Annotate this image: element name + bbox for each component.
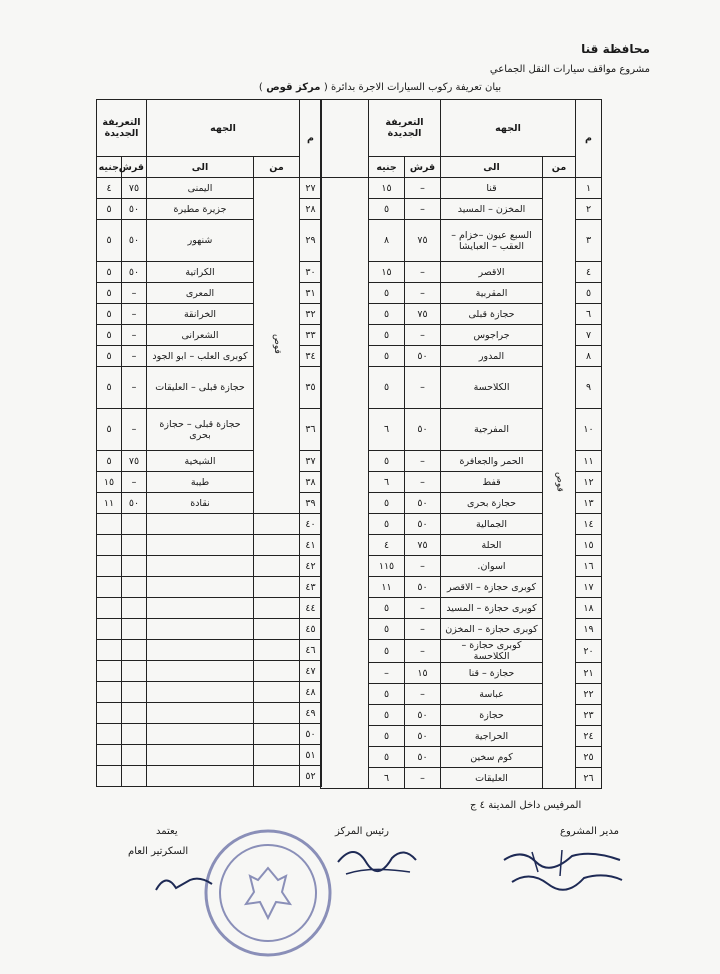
row-number: ٢١ bbox=[576, 663, 602, 684]
pound-cell: ١٥ bbox=[369, 262, 405, 283]
destination-cell: الكراتية bbox=[147, 262, 254, 283]
qirsh-cell: ٥٠ bbox=[405, 409, 441, 451]
destination-cell: الحراجية bbox=[441, 726, 543, 747]
pound-cell: ٥ bbox=[369, 598, 405, 619]
qirsh-cell: – bbox=[122, 346, 147, 367]
from-cell bbox=[254, 724, 300, 745]
qirsh-cell: – bbox=[405, 325, 441, 346]
from-cell bbox=[254, 640, 300, 661]
qirsh-cell: – bbox=[405, 598, 441, 619]
qirsh-cell: – bbox=[405, 367, 441, 409]
from-cell bbox=[254, 682, 300, 703]
pound-cell: ٥ bbox=[369, 325, 405, 346]
row-number: ٤١ bbox=[300, 535, 322, 556]
row-number: ١٨ bbox=[576, 598, 602, 619]
row-number: ٣٧ bbox=[300, 451, 322, 472]
from-cell bbox=[254, 745, 300, 766]
destination-cell: اليمنى bbox=[147, 178, 254, 199]
header-qirsh: قرش bbox=[405, 157, 441, 178]
row-number: ٣٢ bbox=[300, 304, 322, 325]
from-cell bbox=[254, 619, 300, 640]
destination-cell bbox=[147, 577, 254, 598]
blank-column bbox=[321, 178, 369, 789]
approved-label: يعتمد bbox=[156, 826, 178, 837]
pound-cell: ٥ bbox=[369, 747, 405, 768]
pound-cell: ٥ bbox=[369, 514, 405, 535]
qirsh-cell: – bbox=[405, 619, 441, 640]
row-number: ٢ bbox=[576, 199, 602, 220]
pound-cell bbox=[97, 556, 122, 577]
pound-cell: ١٥ bbox=[369, 178, 405, 199]
destination-cell: الاقصر bbox=[441, 262, 543, 283]
row-number: ٣ bbox=[576, 220, 602, 262]
pound-cell: ١١٥ bbox=[369, 556, 405, 577]
qirsh-cell: ٥٠ bbox=[405, 514, 441, 535]
destination-cell: الخرانقة bbox=[147, 304, 254, 325]
qirsh-cell bbox=[122, 703, 147, 724]
table-row bbox=[97, 178, 322, 199]
governorate-heading: محافظة قنا bbox=[581, 42, 650, 56]
table-row bbox=[97, 724, 322, 745]
title-prefix: بيان تعريفة ركوب السيارات الاجرة بدائرة ( bbox=[323, 82, 502, 93]
left-table-body bbox=[97, 178, 322, 787]
pound-cell: ٥ bbox=[97, 262, 122, 283]
pound-cell: ١١ bbox=[97, 493, 122, 514]
pound-cell: ٥ bbox=[369, 619, 405, 640]
row-number: ٣٣ bbox=[300, 325, 322, 346]
pound-cell bbox=[97, 661, 122, 682]
destination-cell: المعرى bbox=[147, 283, 254, 304]
pound-cell: ٥ bbox=[369, 367, 405, 409]
secretary-signature bbox=[150, 862, 220, 902]
qirsh-cell bbox=[122, 514, 147, 535]
manager-signature bbox=[492, 842, 632, 894]
table-row bbox=[97, 577, 322, 598]
row-number: ٤٨ bbox=[300, 682, 322, 703]
pound-cell bbox=[97, 514, 122, 535]
row-number: ٤٥ bbox=[300, 619, 322, 640]
destination-cell: كوبرى حجازة – الاقصر bbox=[441, 577, 543, 598]
row-number: ١٩ bbox=[576, 619, 602, 640]
qirsh-cell: ٥٠ bbox=[122, 262, 147, 283]
row-number: ٤٩ bbox=[300, 703, 322, 724]
header-pound: جنيه bbox=[369, 157, 405, 178]
destination-cell bbox=[147, 661, 254, 682]
row-number: ١٧ bbox=[576, 577, 602, 598]
row-number: ٢٤ bbox=[576, 726, 602, 747]
row-number: ١٦ bbox=[576, 556, 602, 577]
destination-cell: جزيرة مطيرة bbox=[147, 199, 254, 220]
destination-cell: السبع عيون –خزام – العقب – العبايشا bbox=[441, 220, 543, 262]
header-from: من bbox=[254, 157, 300, 178]
qirsh-cell bbox=[122, 598, 147, 619]
row-number: ٢٠ bbox=[576, 640, 602, 663]
pound-cell: ٥ bbox=[97, 367, 122, 409]
pound-cell: ٥ bbox=[97, 325, 122, 346]
qirsh-cell: – bbox=[405, 640, 441, 663]
header-direction: الجهه bbox=[441, 100, 576, 157]
pound-cell: ١٥ bbox=[97, 472, 122, 493]
pound-cell: ٥ bbox=[97, 451, 122, 472]
qirsh-cell: ٧٥ bbox=[405, 535, 441, 556]
pound-cell bbox=[97, 703, 122, 724]
pound-cell: ٦ bbox=[369, 409, 405, 451]
pound-cell: ٥ bbox=[97, 346, 122, 367]
pound-cell bbox=[97, 745, 122, 766]
destination-cell: حجازة bbox=[441, 705, 543, 726]
header-tariff: التعريفة الجديدة bbox=[369, 100, 441, 157]
pound-cell: ٥ bbox=[369, 346, 405, 367]
qirsh-cell bbox=[122, 619, 147, 640]
pound-cell bbox=[97, 766, 122, 787]
pound-cell: ٦ bbox=[369, 768, 405, 789]
pound-cell: ٤ bbox=[369, 535, 405, 556]
row-number: ٣٨ bbox=[300, 472, 322, 493]
from-cell bbox=[254, 535, 300, 556]
destination-cell: شنهور bbox=[147, 220, 254, 262]
destination-cell: حجازة – قنا bbox=[441, 663, 543, 684]
qirsh-cell: ٧٥ bbox=[405, 304, 441, 325]
destination-cell: الحلة bbox=[441, 535, 543, 556]
pound-cell: ٥ bbox=[369, 493, 405, 514]
qirsh-cell: – bbox=[405, 283, 441, 304]
project-subheading: مشروع مواقف سيارات النقل الجماعي bbox=[489, 64, 650, 75]
destination-cell: كوبرى حجازة – المخزن bbox=[441, 619, 543, 640]
row-number: ٣٩ bbox=[300, 493, 322, 514]
table-row bbox=[97, 766, 322, 787]
qirsh-cell: – bbox=[405, 262, 441, 283]
qirsh-cell bbox=[122, 766, 147, 787]
qirsh-cell bbox=[122, 556, 147, 577]
qirsh-cell bbox=[122, 535, 147, 556]
destination-cell bbox=[147, 745, 254, 766]
pound-cell bbox=[97, 640, 122, 661]
pound-cell: ٥ bbox=[369, 640, 405, 663]
table-row bbox=[321, 178, 602, 199]
destination-cell: الكلاحسة bbox=[441, 367, 543, 409]
table-row bbox=[97, 514, 322, 535]
destination-cell: كوم سخين bbox=[441, 747, 543, 768]
qirsh-cell bbox=[122, 682, 147, 703]
from-cell bbox=[254, 598, 300, 619]
qirsh-cell: – bbox=[122, 472, 147, 493]
center-head-signature bbox=[330, 832, 422, 882]
destination-cell: الجمالية bbox=[441, 514, 543, 535]
qirsh-cell: – bbox=[405, 472, 441, 493]
from-cell bbox=[254, 514, 300, 535]
header-m: م bbox=[576, 100, 602, 178]
row-number: ٧ bbox=[576, 325, 602, 346]
pound-cell: ٥ bbox=[369, 684, 405, 705]
destination-cell: المقربية bbox=[441, 283, 543, 304]
center-head-label: رئيس المركز bbox=[335, 826, 389, 837]
header-from: من bbox=[543, 157, 576, 178]
qirsh-cell: ١٥ bbox=[405, 663, 441, 684]
header-spacer bbox=[321, 100, 369, 178]
header-tariff: التعريفة الجديدة bbox=[97, 100, 147, 157]
pound-cell: – bbox=[369, 663, 405, 684]
pound-cell bbox=[97, 724, 122, 745]
destination-cell: المخزن – المسيد bbox=[441, 199, 543, 220]
row-number: ٢٩ bbox=[300, 220, 322, 262]
tariff-table-left bbox=[96, 99, 322, 787]
destination-cell bbox=[147, 556, 254, 577]
row-number: ٥٠ bbox=[300, 724, 322, 745]
header-to: الى bbox=[147, 157, 254, 178]
from-cell bbox=[254, 556, 300, 577]
destination-cell bbox=[147, 619, 254, 640]
destination-cell: العليقات bbox=[441, 768, 543, 789]
qirsh-cell: – bbox=[122, 367, 147, 409]
row-number: ٢٣ bbox=[576, 705, 602, 726]
qirsh-cell: ٧٥ bbox=[122, 451, 147, 472]
from-cell bbox=[254, 766, 300, 787]
qirsh-cell bbox=[122, 640, 147, 661]
pound-cell bbox=[97, 619, 122, 640]
table-row bbox=[97, 661, 322, 682]
destination-cell bbox=[147, 724, 254, 745]
from-cell bbox=[543, 178, 576, 789]
qirsh-cell: ٥٠ bbox=[405, 577, 441, 598]
pound-cell: ٥ bbox=[97, 409, 122, 451]
title-center: مركز قوص bbox=[262, 82, 324, 93]
header-to: الى bbox=[441, 157, 543, 178]
pound-cell: ٥ bbox=[369, 726, 405, 747]
from-cell bbox=[254, 178, 300, 514]
destination-cell: الحمر والجعافرة bbox=[441, 451, 543, 472]
pound-cell: ٤ bbox=[97, 178, 122, 199]
qirsh-cell bbox=[122, 577, 147, 598]
qirsh-cell: ٥٠ bbox=[405, 493, 441, 514]
row-number: ٢٦ bbox=[576, 768, 602, 789]
row-number: ٨ bbox=[576, 346, 602, 367]
destination-cell: حجازة بحرى bbox=[441, 493, 543, 514]
qirsh-cell: – bbox=[122, 283, 147, 304]
destination-cell bbox=[147, 514, 254, 535]
destination-cell bbox=[147, 598, 254, 619]
from-label: قوص bbox=[554, 471, 565, 492]
destination-cell: طيبة bbox=[147, 472, 254, 493]
destination-cell: نقادة bbox=[147, 493, 254, 514]
pound-cell: ٥ bbox=[97, 220, 122, 262]
qirsh-cell: – bbox=[405, 684, 441, 705]
pound-cell: ٥ bbox=[369, 199, 405, 220]
table-row bbox=[97, 556, 322, 577]
minibus-note: المرفيس داخل المدينة ٤ ج bbox=[470, 800, 582, 811]
from-cell bbox=[254, 703, 300, 724]
destination-cell: حجازة قبلى – حجازة بحرى bbox=[147, 409, 254, 451]
destination-cell: قنا bbox=[441, 178, 543, 199]
header-m: م bbox=[300, 100, 322, 178]
row-number: ٤٦ bbox=[300, 640, 322, 661]
qirsh-cell: – bbox=[405, 556, 441, 577]
qirsh-cell: – bbox=[405, 178, 441, 199]
from-label: قوص bbox=[272, 334, 283, 354]
qirsh-cell bbox=[122, 661, 147, 682]
qirsh-cell: – bbox=[405, 199, 441, 220]
row-number: ١٤ bbox=[576, 514, 602, 535]
row-number: ٤٠ bbox=[300, 514, 322, 535]
table-row bbox=[97, 619, 322, 640]
row-number: ٢٥ bbox=[576, 747, 602, 768]
row-number: ٥٢ bbox=[300, 766, 322, 787]
qirsh-cell bbox=[122, 724, 147, 745]
destination-cell: حجازة قبلى bbox=[441, 304, 543, 325]
from-cell bbox=[254, 661, 300, 682]
secretary-label: السكرتير العام bbox=[128, 846, 189, 857]
pound-cell: ٥ bbox=[369, 283, 405, 304]
qirsh-cell: – bbox=[405, 768, 441, 789]
right-table-body bbox=[321, 178, 602, 789]
qirsh-cell: ٧٥ bbox=[122, 178, 147, 199]
row-number: ٣١ bbox=[300, 283, 322, 304]
header-qirsh: قرش bbox=[122, 157, 147, 178]
row-number: ١٠ bbox=[576, 409, 602, 451]
row-number: ٤٤ bbox=[300, 598, 322, 619]
pound-cell: ٥ bbox=[97, 199, 122, 220]
pound-cell: ٥ bbox=[369, 705, 405, 726]
pound-cell: ٦ bbox=[369, 472, 405, 493]
row-number: ٩ bbox=[576, 367, 602, 409]
qirsh-cell: – bbox=[405, 451, 441, 472]
table-row bbox=[97, 682, 322, 703]
pound-cell: ٥ bbox=[97, 283, 122, 304]
destination-cell: اسوان. bbox=[441, 556, 543, 577]
row-number: ٣٥ bbox=[300, 367, 322, 409]
destination-cell bbox=[147, 703, 254, 724]
row-number: ٣٤ bbox=[300, 346, 322, 367]
qirsh-cell: – bbox=[122, 304, 147, 325]
destination-cell bbox=[147, 640, 254, 661]
row-number: ٣٦ bbox=[300, 409, 322, 451]
qirsh-cell: ٥٠ bbox=[405, 705, 441, 726]
row-number: ٥١ bbox=[300, 745, 322, 766]
row-number: ٢٨ bbox=[300, 199, 322, 220]
destination-cell: كوبرى حجازة – الكلاحسة bbox=[441, 640, 543, 663]
row-number: ٤٢ bbox=[300, 556, 322, 577]
pound-cell bbox=[97, 598, 122, 619]
row-number: ٤ bbox=[576, 262, 602, 283]
row-number: ٦ bbox=[576, 304, 602, 325]
destination-cell: عباسة bbox=[441, 684, 543, 705]
destination-cell: الشعرانى bbox=[147, 325, 254, 346]
row-number: ٢٢ bbox=[576, 684, 602, 705]
pound-cell: ١١ bbox=[369, 577, 405, 598]
pound-cell: ٥ bbox=[369, 304, 405, 325]
qirsh-cell: ٥٠ bbox=[122, 199, 147, 220]
title-suffix: ) bbox=[258, 82, 263, 93]
pound-cell bbox=[97, 535, 122, 556]
destination-cell: قفط bbox=[441, 472, 543, 493]
destination-cell: الشيخية bbox=[147, 451, 254, 472]
row-number: ١٢ bbox=[576, 472, 602, 493]
row-number: ٤٣ bbox=[300, 577, 322, 598]
destination-cell: كوبرى حجازة – المسيد bbox=[441, 598, 543, 619]
pound-cell: ٨ bbox=[369, 220, 405, 262]
tariff-table-right bbox=[320, 99, 602, 789]
from-cell bbox=[254, 577, 300, 598]
destination-cell: حجازة قبلى – العليقات bbox=[147, 367, 254, 409]
table-row bbox=[97, 745, 322, 766]
pound-cell: ٥ bbox=[97, 304, 122, 325]
destination-cell bbox=[147, 682, 254, 703]
qirsh-cell: ٥٠ bbox=[405, 726, 441, 747]
row-number: ٤٧ bbox=[300, 661, 322, 682]
qirsh-cell: ٧٥ bbox=[405, 220, 441, 262]
qirsh-cell: ٥٠ bbox=[405, 346, 441, 367]
destination-cell bbox=[147, 766, 254, 787]
destination-cell: المفرجية bbox=[441, 409, 543, 451]
pound-cell: ٥ bbox=[369, 451, 405, 472]
document-title bbox=[230, 82, 530, 93]
row-number: ٢٧ bbox=[300, 178, 322, 199]
table-row bbox=[97, 598, 322, 619]
project-manager-label: مدير المشروع bbox=[560, 826, 619, 837]
qirsh-cell: ٥٠ bbox=[122, 493, 147, 514]
qirsh-cell bbox=[122, 745, 147, 766]
row-number: ٥ bbox=[576, 283, 602, 304]
table-row bbox=[97, 703, 322, 724]
header-direction: الجهه bbox=[147, 100, 300, 157]
qirsh-cell: – bbox=[122, 325, 147, 346]
destination-cell: المدور bbox=[441, 346, 543, 367]
row-number: ١٥ bbox=[576, 535, 602, 556]
destination-cell: كوبرى العلب – ابو الجود bbox=[147, 346, 254, 367]
table-row bbox=[97, 535, 322, 556]
pound-cell bbox=[97, 577, 122, 598]
qirsh-cell: ٥٠ bbox=[122, 220, 147, 262]
row-number: ١٣ bbox=[576, 493, 602, 514]
header-pound: جنيه bbox=[97, 157, 122, 178]
destination-cell bbox=[147, 535, 254, 556]
row-number: ١١ bbox=[576, 451, 602, 472]
destination-cell: جراجوس bbox=[441, 325, 543, 346]
qirsh-cell: – bbox=[122, 409, 147, 451]
pound-cell bbox=[97, 682, 122, 703]
row-number: ٣٠ bbox=[300, 262, 322, 283]
row-number: ١ bbox=[576, 178, 602, 199]
qirsh-cell: ٥٠ bbox=[405, 747, 441, 768]
table-row bbox=[97, 640, 322, 661]
